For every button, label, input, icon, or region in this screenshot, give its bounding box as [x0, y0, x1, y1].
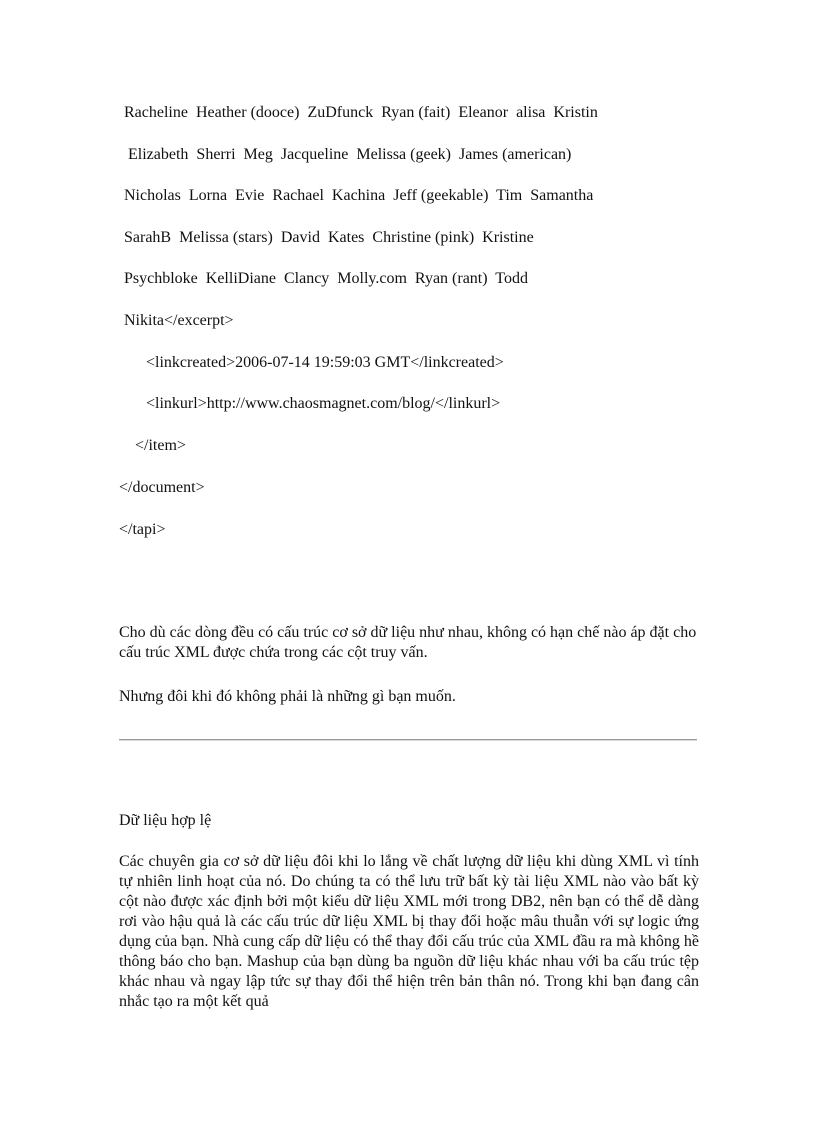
excerpt-line-1: Racheline Heather (dooce) ZuDfunck Ryan (fait) Eleanor alisa Kristin — [124, 104, 598, 121]
xml-document-close-line: </document> — [119, 479, 205, 496]
paragraph-not-what-you-want: Nhưng đôi khi đó không phải là những gì bạn muốn. — [119, 688, 456, 705]
horizontal-divider — [119, 739, 697, 741]
xml-linkurl-line: <linkurl>http://www.chaosmagnet.com/blog/</linkurl> — [146, 395, 501, 412]
excerpt-line-3: Nicholas Lorna Evie Rachael Kachina Jeff (geekable) Tim Samantha — [124, 187, 594, 204]
excerpt-line-2: Elizabeth Sherri Meg Jacqueline Melissa (geek) James (american) — [128, 146, 572, 163]
xml-linkcreated-line: <linkcreated>2006-07-14 19:59:03 GMT</linkcreated> — [146, 354, 504, 371]
excerpt-line-4: SarahB Melissa (stars) David Kates Christine (pink) Kristine — [124, 229, 534, 246]
xml-tapi-close-line: </tapi> — [119, 521, 166, 538]
section-heading: Dữ liệu hợp lệ — [119, 812, 212, 829]
excerpt-line-6: Nikita</excerpt> — [124, 312, 234, 329]
paragraph-structure-note: Cho dù các dòng đều có cấu trúc cơ sở dữ liệu như nhau, không có hạn chế nào áp đặt cho cấu trúc XML được chứa trong các cột truy vấn. — [119, 624, 697, 661]
paragraph-valid-data: Các chuyên gia cơ sở dữ liệu đôi khi lo lắng về chất lượng dữ liệu khi dùng XML vì tính tự nhiên linh hoạt của nó. Do chúng ta có thể lưu trữ bất kỳ tài liệu XML nào vào bất kỳ cột nào được xác định bởi một kiểu dữ liệu XML mới trong DB2, nên bạn có thể dễ dàng rơi vào hậu quả là các cấu trúc dữ liệu XML bị thay đổi hoặc mâu thuẫn với sự logic ứng dụng của bạn. Nhà cung cấp dữ liệu có thể thay đổi cấu trúc của XML đầu ra mà không hề thông báo cho bạn. Mashup của bạn dùng ba nguồn dữ liệu khác nhau với ba cấu trúc tệp khác nhau và ngay lập tức sự thay đổi thể hiện trên bản thân nó. Trong khi bạn đang cân nhắc tạo ra một kết quả — [119, 853, 699, 1010]
excerpt-line-5: Psychbloke KelliDiane Clancy Molly.com Ryan (rant) Todd — [124, 270, 528, 287]
xml-item-close-line: </item> — [135, 437, 186, 454]
